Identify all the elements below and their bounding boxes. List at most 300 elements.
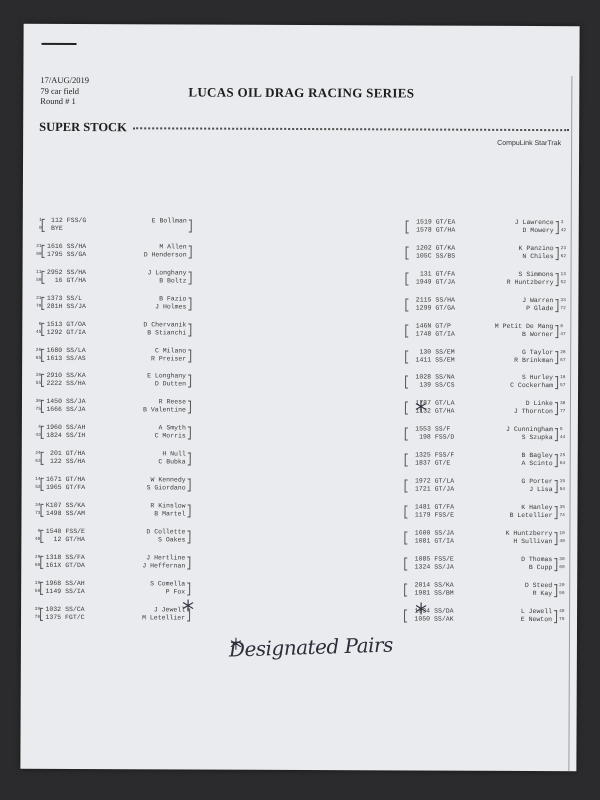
seed-number: 13: [560, 271, 566, 277]
class-code: SS/JA: [66, 302, 86, 310]
driver-name: D Collette: [146, 528, 186, 536]
driver-name: M Petit De Mang: [494, 322, 554, 330]
driver-name: E Bollman: [151, 217, 187, 225]
class-code: FSS/E: [434, 555, 454, 563]
car-number: 1179: [414, 511, 431, 519]
driver-name: D Henderson: [143, 251, 187, 259]
seed-number: 40: [559, 608, 565, 614]
class-code: SS/AH: [65, 424, 86, 432]
class-code: SS/AK: [434, 615, 454, 623]
bracket-open: [405, 479, 408, 492]
document-page: [20, 24, 579, 771]
class-code: GT/LA: [434, 399, 455, 407]
seed-number: 35: [559, 505, 565, 511]
class-code: SS/CA: [65, 605, 85, 613]
class-code: GT/HA: [434, 407, 455, 415]
pairing: [32, 295, 197, 318]
class-code: GT/HA: [66, 276, 87, 284]
bracket-close: [188, 349, 191, 362]
car-number: 201: [50, 450, 62, 458]
round-number: Round # 1: [40, 95, 76, 107]
seed-number: 73: [35, 510, 41, 516]
driver-name: K Hanley: [521, 503, 553, 511]
bracket-open: [406, 220, 409, 233]
car-number: 1680: [46, 346, 63, 354]
seed-number: 30: [559, 556, 565, 562]
pairing: [32, 372, 197, 395]
class-code: FSS/E: [434, 511, 455, 519]
seed-number: 54: [559, 487, 566, 493]
driver-name: R Huntzberry: [506, 278, 554, 286]
car-number: 1578: [416, 226, 432, 234]
pairing: [31, 579, 196, 602]
bracket-close: [555, 377, 558, 390]
car-number: 1968: [45, 579, 62, 587]
class-code: SS/HA: [66, 380, 86, 388]
bracket-open: [404, 505, 407, 518]
seed-number: 62: [560, 254, 567, 260]
pairing: [406, 244, 571, 267]
driver-name: B Martel: [154, 510, 186, 518]
seed-number: 79: [559, 616, 565, 622]
bracket-close: [555, 351, 558, 364]
car-number: 1981: [414, 589, 431, 597]
seed-number: 64: [559, 461, 566, 467]
bracket-close: [188, 323, 191, 336]
driver-name: A Scinto: [521, 460, 553, 468]
handwritten-star-icon: [414, 601, 431, 615]
bracket-open: [405, 298, 408, 311]
class-code: GT/IA: [435, 330, 455, 338]
class-code: SS/HA: [65, 458, 86, 466]
pairing: [405, 426, 570, 449]
seed-number: 69: [559, 564, 565, 570]
bracket-close: [189, 245, 192, 258]
class-code: GT/IA: [66, 328, 86, 336]
class-code: GT/HA: [65, 535, 85, 543]
car-number: 12: [53, 535, 62, 543]
car-number: 1050: [414, 615, 431, 623]
car-number: 281H: [46, 302, 63, 310]
car-number: 1292: [46, 328, 63, 336]
driver-name: H Sullivan: [513, 537, 553, 545]
class-title: SUPER STOCK: [39, 119, 127, 135]
seed-number: 38: [559, 401, 566, 407]
driver-name: S Simmons: [518, 270, 554, 278]
class-code: GT/GA: [435, 304, 455, 312]
car-number: BYE: [51, 224, 63, 232]
car-number: 105C: [415, 252, 432, 260]
driver-name: J Jewell: [153, 605, 186, 614]
driver-name: B Boltz: [159, 277, 187, 285]
class-code: SS/HA: [66, 242, 87, 250]
driver-name: B Stianchi: [147, 328, 187, 337]
driver-name: B Letellier: [509, 511, 553, 519]
seed-number: 53: [35, 484, 41, 490]
pairing: [31, 554, 196, 577]
driver-name: C Milano: [154, 346, 187, 355]
class-code: GT/EA: [435, 218, 456, 226]
bracket-close: [556, 221, 559, 234]
driver-name: W Kennedy: [150, 476, 186, 484]
class-code: FSS/G: [66, 216, 87, 225]
car-number: 139: [419, 381, 432, 389]
driver-name: D Chervanik: [143, 320, 187, 329]
series-title: LUCAS OIL DRAG RACING SERIES: [188, 84, 415, 101]
pairing: [32, 424, 197, 447]
class-code: SS/AH: [65, 579, 85, 587]
driver-name: R Kay: [532, 589, 553, 597]
driver-name: R Brinkman: [514, 356, 554, 364]
driver-name: B Bagley: [521, 452, 553, 460]
car-number: 1325: [415, 451, 431, 459]
pairing: [33, 217, 198, 240]
seed-number: 20: [559, 582, 565, 588]
bracket-close: [556, 247, 559, 260]
bracket-open: [405, 428, 408, 441]
seed-number: 68: [34, 562, 41, 568]
car-number: 1202: [416, 244, 432, 252]
class-code: SS/FA: [65, 553, 85, 561]
pairing: [32, 320, 197, 343]
car-number: 130: [419, 348, 432, 356]
class-code: SS/HA: [435, 296, 455, 304]
bracket-close: [555, 454, 558, 467]
class-code: SS/BS: [435, 252, 456, 260]
driver-name: K Huntzberry: [505, 529, 553, 537]
bracket-open: [405, 402, 408, 415]
handwritten-star-icon: [181, 598, 195, 612]
class-code: SS/IA: [65, 587, 85, 595]
seed-number: 5: [559, 427, 563, 433]
pairing: [406, 218, 571, 241]
class-code: SS/EM: [435, 348, 455, 356]
driver-name: B Worner: [522, 330, 554, 338]
seed-number: 0: [39, 225, 42, 231]
class-code: SS/JA: [65, 406, 86, 414]
seed-number: 15: [559, 479, 566, 485]
class-code: FSS/E: [65, 527, 85, 535]
car-number: 1513: [46, 320, 63, 328]
seed-number: 4: [38, 425, 41, 431]
car-number: 1553: [415, 425, 431, 433]
car-number: 1081: [414, 537, 431, 545]
seed-number: 49: [559, 538, 565, 544]
car-number: 1034: [414, 607, 431, 615]
class-code: SS/NA: [435, 373, 455, 382]
driver-name: D Dutten: [154, 380, 187, 388]
car-number: 2222: [46, 380, 63, 388]
pairing: [404, 581, 569, 604]
bracket-open: [405, 324, 408, 337]
car-number: 16: [54, 276, 63, 284]
bracket-close: [554, 532, 557, 545]
class-code: GT/HA: [65, 475, 86, 484]
driver-name: J Lisa: [529, 486, 553, 494]
car-number: 198: [419, 433, 431, 441]
pairing: [405, 477, 570, 500]
car-number: 2910: [46, 372, 63, 380]
driver-name: A Smyth: [158, 424, 186, 432]
car-number: 1616: [47, 242, 63, 250]
driver-name: B Cupp: [528, 563, 553, 571]
bracket-close: [188, 427, 191, 440]
driver-name: G Porter: [521, 477, 553, 486]
car-number: 2952: [46, 268, 63, 276]
class-code: SS/LA: [66, 346, 86, 354]
bracket-close: [555, 273, 558, 286]
bracket-open: [404, 583, 407, 596]
driver-name: J Thornton: [513, 408, 553, 416]
car-number: 1481: [414, 503, 431, 511]
driver-name: R Kinslow: [150, 502, 186, 510]
bracket-close: [188, 479, 191, 492]
class-code: SS/IH: [65, 432, 86, 440]
driver-name: E Newton: [520, 615, 553, 623]
seed-number: 3: [560, 220, 564, 226]
car-number: 1318: [45, 553, 62, 561]
pairing: [31, 502, 196, 525]
bracket-close: [554, 558, 557, 571]
driver-name: K Panzino: [518, 244, 554, 252]
car-number: 1519: [416, 218, 432, 226]
car-number: 1028: [415, 373, 432, 381]
seed-number: 23: [560, 246, 567, 252]
driver-name: E Longhany: [147, 372, 187, 380]
driver-name: B Fazio: [159, 295, 187, 303]
handwritten-star-icon: [414, 399, 428, 413]
bracket-close: [187, 504, 190, 517]
driver-name: S Oakes: [158, 536, 186, 544]
pairing: [404, 607, 569, 630]
class-code: SS/F: [434, 425, 451, 433]
seed-number: 34: [35, 502, 41, 508]
driver-name: D Mowery: [522, 226, 554, 235]
class-code: GT/KA: [435, 244, 456, 252]
car-number: 1824: [46, 432, 62, 440]
bracket-open: [404, 609, 407, 622]
driver-name: M Allen: [159, 243, 187, 251]
seed-number: 9: [37, 528, 41, 534]
class-code: GT/LA: [434, 477, 455, 485]
class-code: SS/GA: [66, 250, 87, 258]
seed-number: 47: [560, 331, 566, 337]
car-number: 2014: [414, 581, 431, 589]
seed-number: 39: [34, 606, 41, 612]
car-number: 112: [51, 216, 63, 224]
car-number: 1666: [46, 406, 62, 414]
class-code: SS/JA: [434, 563, 454, 571]
bracket-close: [554, 506, 557, 519]
driver-name: D Steed: [524, 581, 553, 589]
seed-number: 70: [35, 303, 42, 309]
seed-number: 10: [559, 530, 565, 536]
seed-number: 67: [560, 357, 566, 363]
driver-name: J Longhany: [147, 269, 187, 277]
seed-number: 36: [35, 399, 41, 405]
bracket-close: [188, 271, 191, 284]
seed-number: 65: [35, 355, 42, 361]
seed-number: 8: [560, 323, 564, 329]
car-number: 1671: [46, 475, 62, 483]
class-code: GT/JA: [435, 278, 456, 286]
bracket-close: [555, 402, 558, 415]
car-field: 79 car field: [40, 85, 80, 96]
class-code: SS/CS: [435, 381, 455, 390]
driver-name: P Glade: [526, 304, 554, 312]
handwritten-note: Designated Pairs: [228, 632, 394, 662]
driver-name: H Null: [162, 450, 186, 458]
bracket-close: [555, 325, 558, 338]
driver-name: S Hurley: [521, 374, 554, 382]
seed-number: 25: [559, 453, 566, 459]
bracket-close: [189, 220, 192, 233]
class-code: SS/KA: [65, 501, 86, 509]
car-number: 1498: [45, 509, 62, 517]
driver-name: S Giordano: [146, 484, 186, 492]
driver-name: S Szupka: [521, 434, 553, 442]
class-code: SS/JA: [434, 529, 454, 537]
driver-name: J Holmes: [155, 303, 187, 311]
bracket-close: [554, 584, 557, 597]
driver-name: D Thomas: [521, 555, 553, 563]
driver-name: J Lawrence: [514, 218, 554, 227]
bracket-open: [406, 246, 409, 259]
car-number: 1960: [46, 424, 62, 432]
car-number: 122: [49, 458, 62, 466]
class-code: GT/OA: [66, 320, 86, 328]
bracket-close: [188, 453, 191, 466]
seed-number: 58: [34, 588, 41, 594]
car-number: 1032: [45, 605, 62, 613]
class-code: GT/DA: [65, 561, 85, 569]
car-number: 1965: [45, 483, 62, 491]
driver-name: D Linke: [525, 400, 553, 408]
class-code: SS/AM: [65, 509, 86, 517]
pairing: [32, 450, 197, 473]
bracket-close: [555, 480, 558, 493]
seed-number: 59: [559, 590, 565, 596]
car-number: 161X: [45, 561, 62, 569]
seed-number: 14: [35, 476, 41, 482]
car-number: K107: [45, 501, 62, 509]
seed-number: 11: [36, 269, 42, 275]
car-number: 1375: [45, 613, 62, 621]
driver-name: P Fox: [165, 588, 186, 596]
driver-name: J Cunningham: [506, 426, 553, 434]
pairing: [405, 374, 570, 397]
pairing: [405, 348, 570, 371]
car-number: 2115: [415, 296, 432, 304]
pairing: [32, 476, 197, 499]
bracket-close: [188, 297, 191, 310]
seed-number: 57: [560, 383, 566, 389]
class-code: SS/AS: [66, 354, 86, 362]
car-number: 1149: [45, 587, 62, 595]
seed-number: 45: [35, 329, 42, 335]
bracket-close: [187, 556, 190, 569]
driver-name: J Hertline: [146, 554, 186, 562]
bracket-close: [555, 428, 558, 441]
bracket-close: [187, 582, 190, 595]
pairing: [33, 243, 198, 266]
class-code: FSS/F: [434, 451, 455, 459]
car-number: 1748: [415, 330, 432, 338]
seed-number: 63: [35, 458, 41, 464]
class-code: SS/JA: [65, 398, 86, 406]
bracket-open: [405, 272, 408, 285]
driver-name: J Warren: [522, 296, 554, 304]
car-number: 1324: [414, 563, 431, 571]
car-number: 1411: [415, 356, 432, 364]
margin-line: [568, 76, 572, 771]
seed-number: 19: [34, 580, 41, 586]
bracket-open: [405, 454, 408, 467]
seed-number: 21: [36, 243, 42, 249]
software-label: CompuLink StarTrak: [497, 139, 562, 148]
seed-number: 74: [559, 513, 565, 519]
pairing: [405, 296, 570, 319]
class-code: SS/HA: [66, 268, 87, 276]
pairing: [31, 605, 196, 628]
seed-number: 42: [560, 228, 567, 234]
driver-name: R Reese: [158, 398, 186, 406]
bracket-open: [404, 557, 407, 570]
driver-name: M Letellier: [142, 613, 186, 622]
pairing: [405, 270, 570, 293]
class-code: SS/EM: [435, 356, 455, 364]
driver-name: S Comella: [150, 579, 186, 588]
title-dotted-rule: [133, 127, 569, 131]
driver-name: L Jewell: [520, 607, 553, 615]
car-number: 1721: [414, 485, 431, 493]
seed-number: 55: [35, 381, 42, 387]
driver-name: C Cockerham: [510, 382, 554, 390]
car-number: 1949: [415, 278, 432, 286]
seed-number: 44: [559, 435, 566, 441]
class-code: GT/P: [435, 322, 451, 330]
pairing: [32, 269, 197, 292]
car-number: 1837: [415, 459, 431, 467]
seed-number: 26: [35, 347, 42, 353]
pairing: [405, 452, 570, 475]
class-code: SS/DA: [434, 607, 454, 615]
seed-number: 75: [35, 407, 41, 413]
class-code: GT/HA: [435, 226, 456, 234]
pairing: [404, 555, 569, 578]
seed-number: 31: [36, 295, 42, 301]
driver-name: C Morris: [154, 432, 186, 440]
seed-number: 29: [34, 554, 41, 560]
driver-name: N Chiles: [522, 252, 554, 260]
bracket-close: [555, 299, 558, 312]
bracket-open: [405, 376, 408, 389]
driver-name: J Heffernan: [142, 562, 186, 570]
class-code: FGT/C: [65, 613, 85, 621]
seed-number: 72: [560, 305, 566, 311]
pairing: [32, 398, 197, 421]
pairing: [404, 503, 569, 526]
bracket-close: [554, 610, 557, 623]
car-number: 1299: [415, 304, 432, 312]
class-code: GT/E: [434, 459, 451, 467]
class-code: GT/FA: [434, 503, 455, 511]
class-code: GT/HA: [65, 450, 86, 458]
class-code: SS/KA: [434, 581, 454, 589]
seed-number: 16: [35, 373, 42, 379]
pairing: [32, 346, 197, 369]
pairing: [405, 400, 570, 423]
